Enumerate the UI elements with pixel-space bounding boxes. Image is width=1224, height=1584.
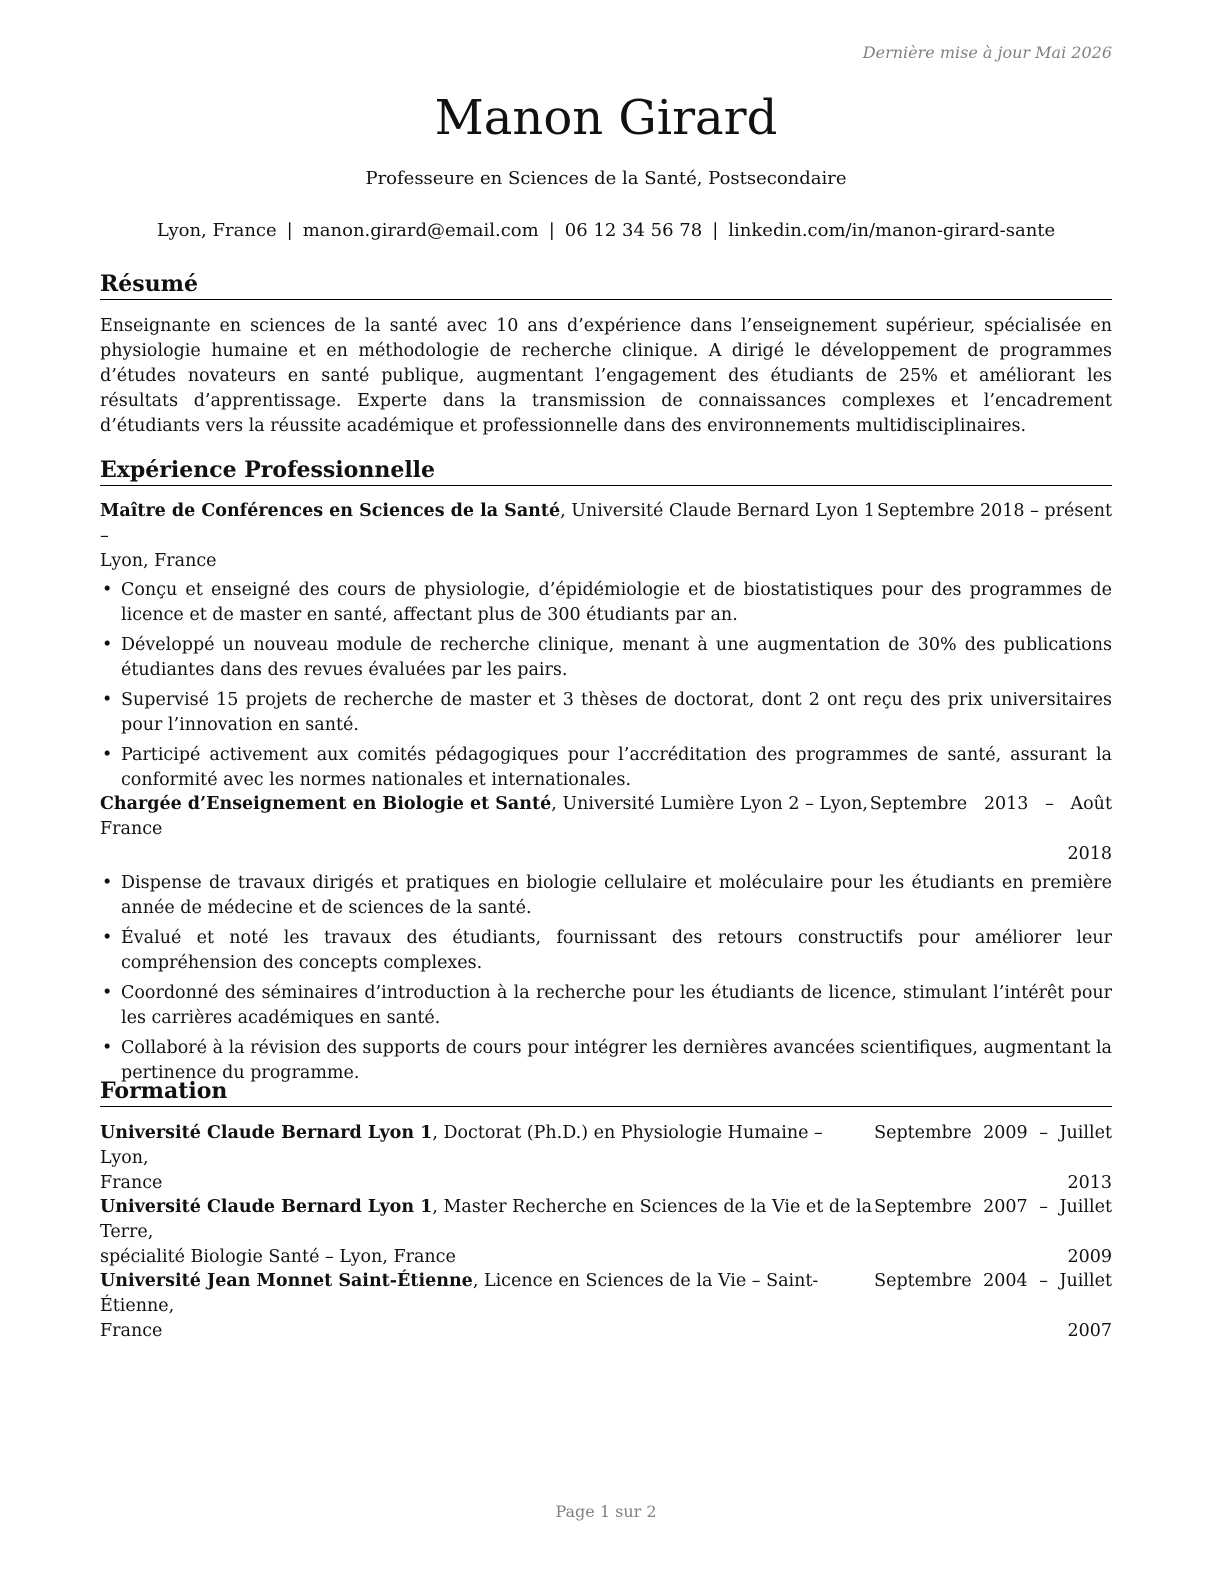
education-location: spécialité Biologie Santé – Lyon, France <box>100 1247 456 1267</box>
education-subline <box>100 1319 1112 1344</box>
section-title-summary: Résumé <box>100 270 1112 300</box>
summary-text: Enseignante en sciences de la santé avec 10 ans d’expérience dans l’enseignement supérieur, spécialisée en physiologie humaine et en méthodologie de recherche clinique. A dirigé le développement de programmes d’études novateurs en santé publique, augmentant l’engagement des étudiants de 25% et améliorant les résultats d’apprentissage. Experte dans la transmission de connaissances complexes et l’encadrement d’étudiants vers la réussite académique et professionnelle dans des environnements multidisciplinaires. <box>100 316 1112 436</box>
last-updated: Dernière mise à jour Mai 2026 <box>862 43 1112 62</box>
education-header <box>100 1121 1112 1171</box>
job-role: Maître de Conférences en Sciences de la Santé <box>100 501 561 521</box>
page-number: Page 1 sur 2 <box>555 1502 657 1521</box>
section-title-education: Formation <box>100 1077 1112 1107</box>
contact-line <box>100 219 1112 243</box>
contact-email[interactable]: manon.girard@email.com <box>302 220 539 241</box>
job-header <box>100 499 1112 549</box>
education-school: Université Claude Bernard Lyon 1 <box>100 1123 433 1143</box>
contact-separator: | <box>286 220 293 241</box>
education-dates-end: 2009 <box>1067 1247 1112 1267</box>
education-degree: , Licence en Sciences de la Vie – Saint-Étienne, <box>100 1271 819 1316</box>
section-title-experience: Expérience Professionnelle <box>100 456 1112 486</box>
job-org: , Université Claude Bernard Lyon 1 – <box>100 501 875 546</box>
education-subline <box>100 1245 1112 1270</box>
job-location: Lyon, France <box>100 551 217 571</box>
list-item: • Conçu et enseigné des cours de physiologie, d’épidémiologie et de biostatistiques pour des programmes de licence et de master en santé, affectant plus de 300 étudiants par an. <box>100 578 1112 628</box>
education-header <box>100 1195 1112 1245</box>
job-bullets <box>100 871 1112 1086</box>
education-degree: , Doctorat (Ph.D.) en Physiologie Humaine – Lyon, <box>100 1123 823 1168</box>
contact-separator: | <box>548 220 555 241</box>
education-entry <box>100 1121 1112 1196</box>
contact-separator: | <box>712 220 719 241</box>
list-item: • Coordonné des séminaires d’introduction à la recherche pour les étudiants de licence, stimulant l’intérêt pour les carrières académiques en santé. <box>100 981 1112 1031</box>
cv-page <box>100 0 1112 1584</box>
contact-phone[interactable]: 06 12 34 56 78 <box>564 220 703 241</box>
job-dates: Septembre 2018 – présent <box>877 501 1112 521</box>
contact-location: Lyon, France <box>156 220 277 241</box>
job-dates-end: 2018 <box>1067 844 1112 864</box>
education-location: France <box>100 1321 163 1341</box>
job-header <box>100 792 1112 842</box>
candidate-name: Manon Girard <box>434 90 778 146</box>
education-dates-end: 2007 <box>1067 1321 1112 1341</box>
education-dates: Septembre 2007 – Juillet <box>874 1197 1112 1217</box>
education-entry <box>100 1195 1112 1270</box>
education-dates: Septembre 2004 – Juillet <box>874 1271 1112 1291</box>
job-org: , Université Lumière Lyon 2 – Lyon, France <box>100 794 868 839</box>
education-school: Université Claude Bernard Lyon 1 <box>100 1197 433 1217</box>
job-entry <box>100 792 1112 1091</box>
list-item: • Collaboré à la révision des supports de cours pour intégrer les dernières avancées scientifiques, augmentant la pertinence du programme. <box>100 1036 1112 1086</box>
job-entry <box>100 499 1112 798</box>
education-location: France <box>100 1173 163 1193</box>
list-item: • Dispense de travaux dirigés et pratiques en biologie cellulaire et moléculaire pour les étudiants en première année de médecine et de sciences de la santé. <box>100 871 1112 921</box>
education-dates: Septembre 2009 – Juillet <box>874 1123 1112 1143</box>
education-degree: , Master Recherche en Sciences de la Vie et de la Terre, <box>100 1197 873 1242</box>
job-dates: Septembre 2013 – Août <box>869 794 1112 814</box>
education-header <box>100 1269 1112 1319</box>
education-school: Université Jean Monnet Saint-Étienne <box>100 1271 473 1291</box>
list-item: • Développé un nouveau module de recherche clinique, menant à une augmentation de 30% des publications étudiantes dans des revues évaluées par les pairs. <box>100 633 1112 683</box>
contact-linkedin[interactable]: linkedin.com/in/manon-girard-sante <box>728 220 1056 241</box>
education-subline <box>100 1171 1112 1196</box>
list-item: • Évalué et noté les travaux des étudiants, fournissant des retours constructifs pour améliorer leur compréhension des concepts complexes. <box>100 926 1112 976</box>
education-entry <box>100 1269 1112 1344</box>
job-bullets <box>100 578 1112 793</box>
job-title: Professeure en Sciences de la Santé, Postsecondaire <box>365 168 847 189</box>
list-item: • Participé activement aux comités pédagogiques pour l’accréditation des programmes de santé, assurant la conformité avec les normes nationales et internationales. <box>100 743 1112 793</box>
job-role: Chargée d’Enseignement en Biologie et Santé <box>100 794 552 814</box>
list-item: • Supervisé 15 projets de recherche de master et 3 thèses de doctorat, dont 2 ont reçu des prix universitaires pour l’innovation en santé. <box>100 688 1112 738</box>
education-dates-end: 2013 <box>1067 1173 1112 1193</box>
